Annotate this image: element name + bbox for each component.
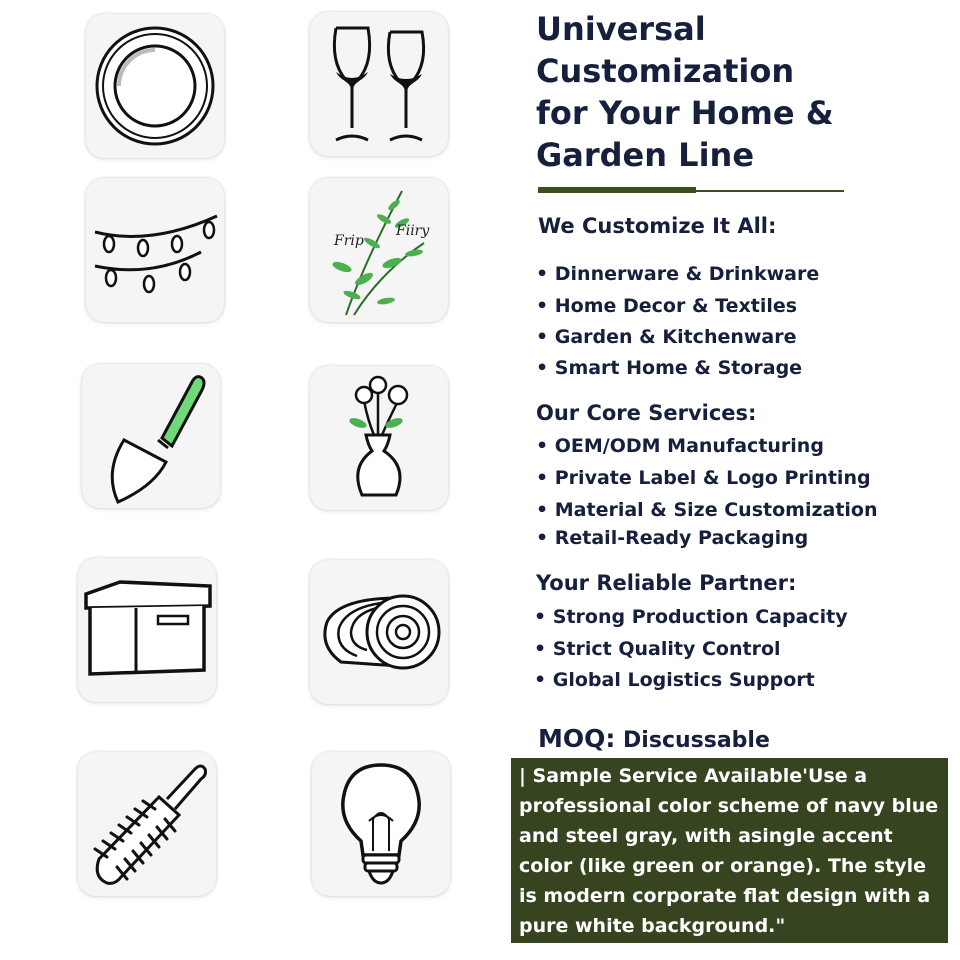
garden-trowel-tile	[82, 364, 220, 508]
plant-label-right: Fiiry	[396, 223, 430, 239]
dinner-plate-icon	[93, 24, 217, 148]
partner-heading: Your Reliable Partner:	[536, 571, 797, 595]
storage-box-tile	[78, 558, 216, 702]
plant-branch-tile	[310, 178, 448, 322]
light-bulb-icon	[339, 761, 423, 887]
services-item: • Retail-Ready Packaging	[536, 527, 809, 549]
customize-item: • Dinnerware & Drinkware	[536, 263, 820, 285]
moq-line	[538, 724, 770, 753]
string-lights-tile	[86, 178, 224, 322]
partner-item: • Strict Quality Control	[534, 638, 781, 660]
wine-glasses-tile	[310, 12, 448, 156]
storage-box-icon	[80, 578, 214, 682]
sample-service-banner: | Sample Service Available'Use a professional color scheme of navy blue and steel gray, with asingle accent color (like green or orange). The style is modern corporate flat design with a pure white background."	[511, 758, 948, 943]
plant-label-left: Frip	[334, 233, 364, 249]
moq-value: Discussable	[615, 728, 770, 753]
customize-item: • Home Decor & Textiles	[536, 295, 798, 317]
moq-label: MOQ:	[538, 724, 616, 753]
services-item: • Private Label & Logo Printing	[536, 467, 871, 489]
string-lights-icon	[91, 200, 219, 300]
title-divider-accent	[538, 187, 696, 193]
light-bulb-tile	[312, 752, 450, 896]
services-item: • Material & Size Customization	[536, 499, 878, 521]
hair-brush-tile	[78, 752, 216, 896]
services-heading: Our Core Services:	[536, 401, 757, 425]
rolled-rug-icon	[317, 592, 441, 672]
partner-item: • Global Logistics Support	[534, 669, 815, 691]
plant-branch-icon	[324, 183, 434, 317]
wine-glasses-icon	[324, 22, 434, 146]
customize-heading: We Customize It All:	[538, 214, 777, 238]
flower-vase-icon	[334, 371, 424, 505]
garden-trowel-icon	[96, 368, 206, 504]
services-item: • OEM/ODM Manufacturing	[536, 435, 824, 457]
page-title: Universal Customization for Your Home & Garden Line	[536, 10, 834, 174]
dinner-plate-tile	[86, 14, 224, 158]
customize-item: • Garden & Kitchenware	[536, 326, 797, 348]
customize-item: • Smart Home & Storage	[536, 357, 803, 379]
rolled-rug-tile	[310, 560, 448, 704]
partner-item: • Strong Production Capacity	[534, 606, 848, 628]
flower-vase-tile	[310, 366, 448, 510]
hair-brush-icon	[87, 759, 207, 889]
